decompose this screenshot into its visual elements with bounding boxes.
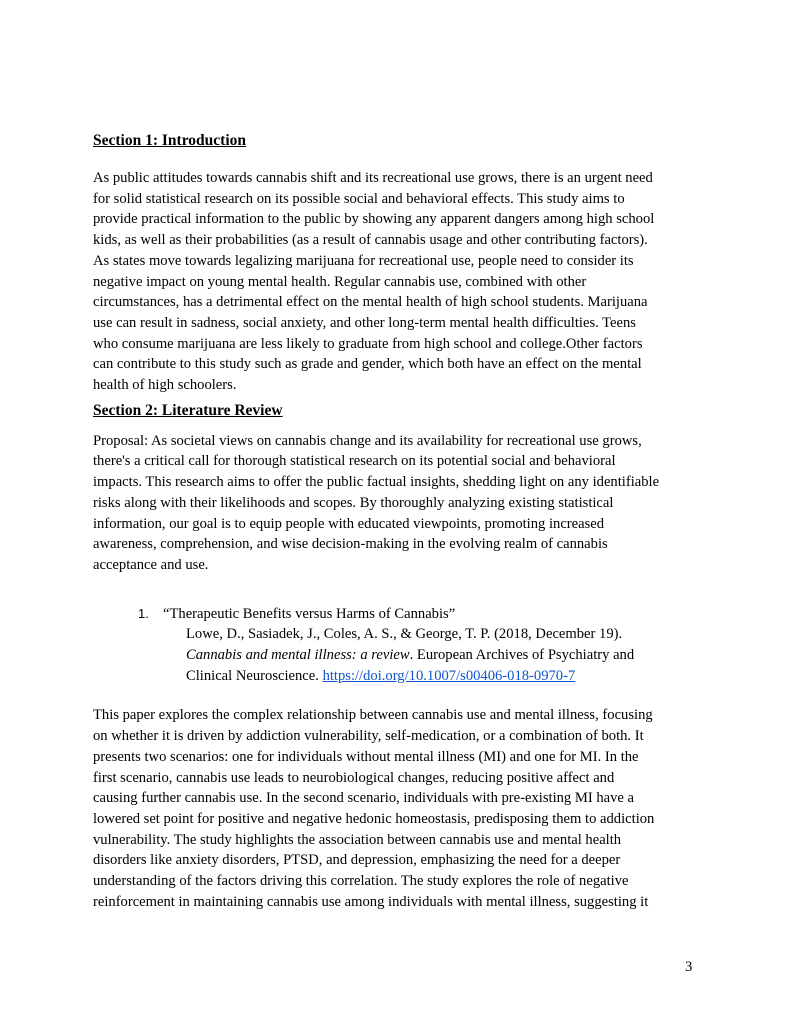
reference-journal-line bbox=[186, 666, 699, 687]
introduction-paragraph: As public attitudes towards cannabis shift and its recreational use grows, there is an urgent need for solid statistical research on its possible social and behavioral effects. This study aims to provide practical information to the public by showing any apparent dangers among high school kids, as well as their probabilities (as a result of cannabis usage and other contributing factors). As states move towards legalizing marijuana for recreational use, people need to consider its negative impact on young mental health. Regular cannabis use, combined with other circumstances, has a detrimental effect on the mental health of high school students. Marijuana use can result in sadness, social anxiety, and other long-term mental health difficulties. Teens who consume marijuana are less likely to graduate from high school and college.Other factors can contribute to this study such as grade and gender, which both have an effect on the mental health of high schoolers. bbox=[93, 170, 655, 394]
reference-article-line bbox=[186, 645, 699, 666]
reference-authors: Lowe, D., Sasiadek, J., Coles, A. S., & George, T. P. (2018, December 19). bbox=[186, 626, 623, 643]
reference-article-title: Cannabis and mental illness: a review bbox=[186, 647, 410, 664]
section-1-heading: Section 1: Introduction bbox=[93, 132, 247, 149]
reference-citation bbox=[186, 624, 699, 686]
reference-number: 1. bbox=[138, 605, 149, 621]
reference-journal-part2: Clinical Neuroscience. bbox=[186, 667, 323, 684]
reference-doi-link[interactable]: https://doi.org/10.1007/s00406-018-0970-7 bbox=[322, 667, 576, 684]
section-2-heading: Section 2: Literature Review bbox=[93, 401, 283, 419]
literature-review-paragraph: Proposal: As societal views on cannabis change and its availability for recreational use grows, there's a critical call for thorough statistical research on its potential social and behavioral impacts. This research aims to offer the public factual insights, shedding light on any identifiable risks along with their likelihoods and scopes. By thoroughly analyzing existing statistical information, our goal is to equip people with educated viewpoints, promoting increased awareness, comprehension, and wise decision-making in the evolving realm of cannabis acceptance and use. bbox=[93, 432, 660, 573]
reference-list bbox=[93, 604, 699, 687]
page-number: 3 bbox=[685, 959, 693, 975]
page-content bbox=[93, 130, 699, 913]
reference-journal-part1: . European Archives of Psychiatry and bbox=[409, 647, 635, 664]
paper-summary-paragraph: This paper explores the complex relationship between cannabis use and mental illness, focusing on whether it is driven by addiction vulnerability, self-medication, or a combination of both. It presents two scenarios: one for individuals without mental illness (MI) and one for MI. In the first scenario, cannabis use leads to neurobiological changes, reducing positive affect and causing further cannabis use. In the second scenario, individuals with pre-existing MI have a lowered set point for positive and negative hedonic homeostasis, predisposing them to addiction vulnerability. The study highlights the association between cannabis use and mental health disorders like anxiety disorders, PTSD, and depression, emphasizing the need for a deeper understanding of the factors driving this correlation. The study explores the role of negative reinforcement in maintaining cannabis use among individuals with mental illness, suggesting it bbox=[93, 707, 655, 910]
reference-title: “Therapeutic Benefits versus Harms of Cannabis” bbox=[163, 605, 456, 622]
